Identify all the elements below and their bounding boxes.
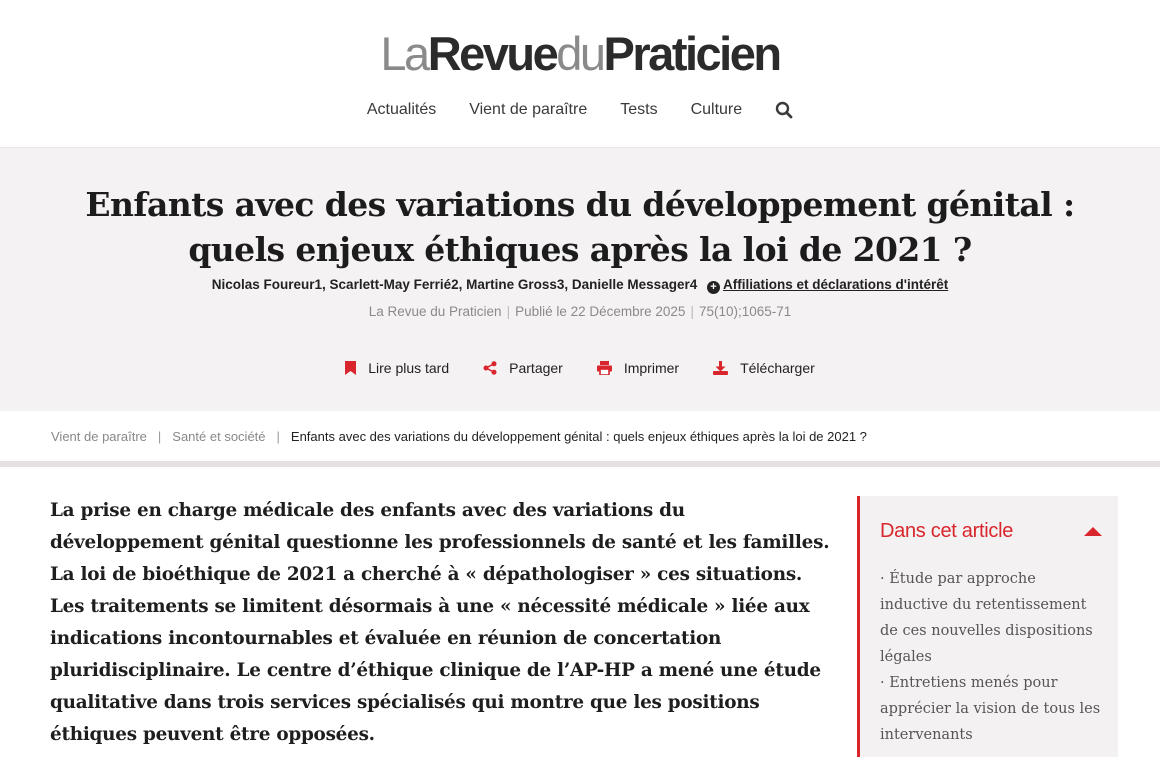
logo-part-revue: Revue [427,27,557,80]
read-later-label: Lire plus tard [368,360,450,376]
affiliations-label: Affiliations et déclarations d'intérêt [722,277,949,292]
table-of-contents [857,496,1118,757]
plus-circle-icon: + [707,281,720,294]
article-title: Enfants avec des variations du développement génital : quels enjeux éthiques après la loi de 2021 ? [85,185,1075,269]
logo-part-du: du [556,27,604,80]
breadcrumb-item-vient-de-paraitre[interactable]: Vient de paraître [51,429,147,444]
print-label: Imprimer [623,360,680,376]
meta-separator: | [506,304,511,319]
logo-part-la: La [380,27,428,80]
share-label: Partager [509,360,563,376]
printer-icon [597,361,612,375]
breadcrumb-separator: | [276,429,280,444]
site-logo[interactable] [0,26,1160,82]
print-button[interactable] [597,360,679,376]
breadcrumb-separator: | [157,429,162,444]
bookmark-icon [345,361,356,375]
section-divider [0,461,1160,467]
toc-list [880,566,1105,748]
journal-name: La Revue du Praticien [368,304,502,319]
share-icon [483,361,497,375]
nav-item-culture[interactable]: Culture [690,101,743,118]
breadcrumb-current: Enfants avec des variations du développement génital : quels enjeux éthiques après la loi de 2021 ? [290,429,867,444]
share-button[interactable] [483,360,563,376]
article-header [0,147,1160,411]
article-meta [0,304,1160,319]
read-later-button[interactable] [345,360,449,376]
breadcrumb-item-sante-et-societe[interactable]: Santé et société [172,429,266,444]
logo-part-praticien: Praticien [603,27,780,80]
main-nav [0,99,1160,121]
search-icon[interactable] [775,101,793,119]
download-button[interactable] [713,360,815,376]
toc-item[interactable]: · Étude par approche inductive du retentissement de ces nouvelles dispositions légales [880,571,1093,665]
author-list: Nicolas Foureur1, Scarlett-May Ferrié2, Martine Gross3, Danielle Messager4 [211,277,698,292]
meta-separator: | [690,304,694,319]
download-icon [713,361,728,375]
article-authors [0,277,1160,294]
article-lead: La prise en charge médicale des enfants avec des variations du développement génital questionne les professionnels de santé et les familles. La loi de bioéthique de 2021 a cherché à « dépathologiser » ces situations. Les traitements se limitent désormais à une « nécessité médicale » liée aux indications incontournables et évaluée en réunion de concertation pluridisciplinaire. Le centre d’éthique clinique de l’AP-HP a mené une étude qualitative dans trois services spécialisés qui montre que les positions éthiques peuvent être opposées. [50,500,830,745]
download-label: Télécharger [740,360,815,376]
article-reference: 75(10);1065-71 [698,304,792,319]
nav-item-tests[interactable]: Tests [620,101,658,118]
toc-title: Dans cet article [880,520,1014,542]
toc-item[interactable]: · Entretiens menés pour apprécier la vision de tous les intervenants [880,675,1101,743]
breadcrumb [51,429,867,444]
nav-item-vient-de-paraitre[interactable]: Vient de paraître [469,101,588,118]
caret-up-icon[interactable] [1084,527,1102,536]
affiliations-link[interactable] [707,277,948,292]
publish-date: Publié le 22 Décembre 2025 [515,304,686,319]
article-actions [0,360,1160,376]
site-header [0,0,1160,147]
nav-item-actualites[interactable]: Actualités [366,101,437,118]
